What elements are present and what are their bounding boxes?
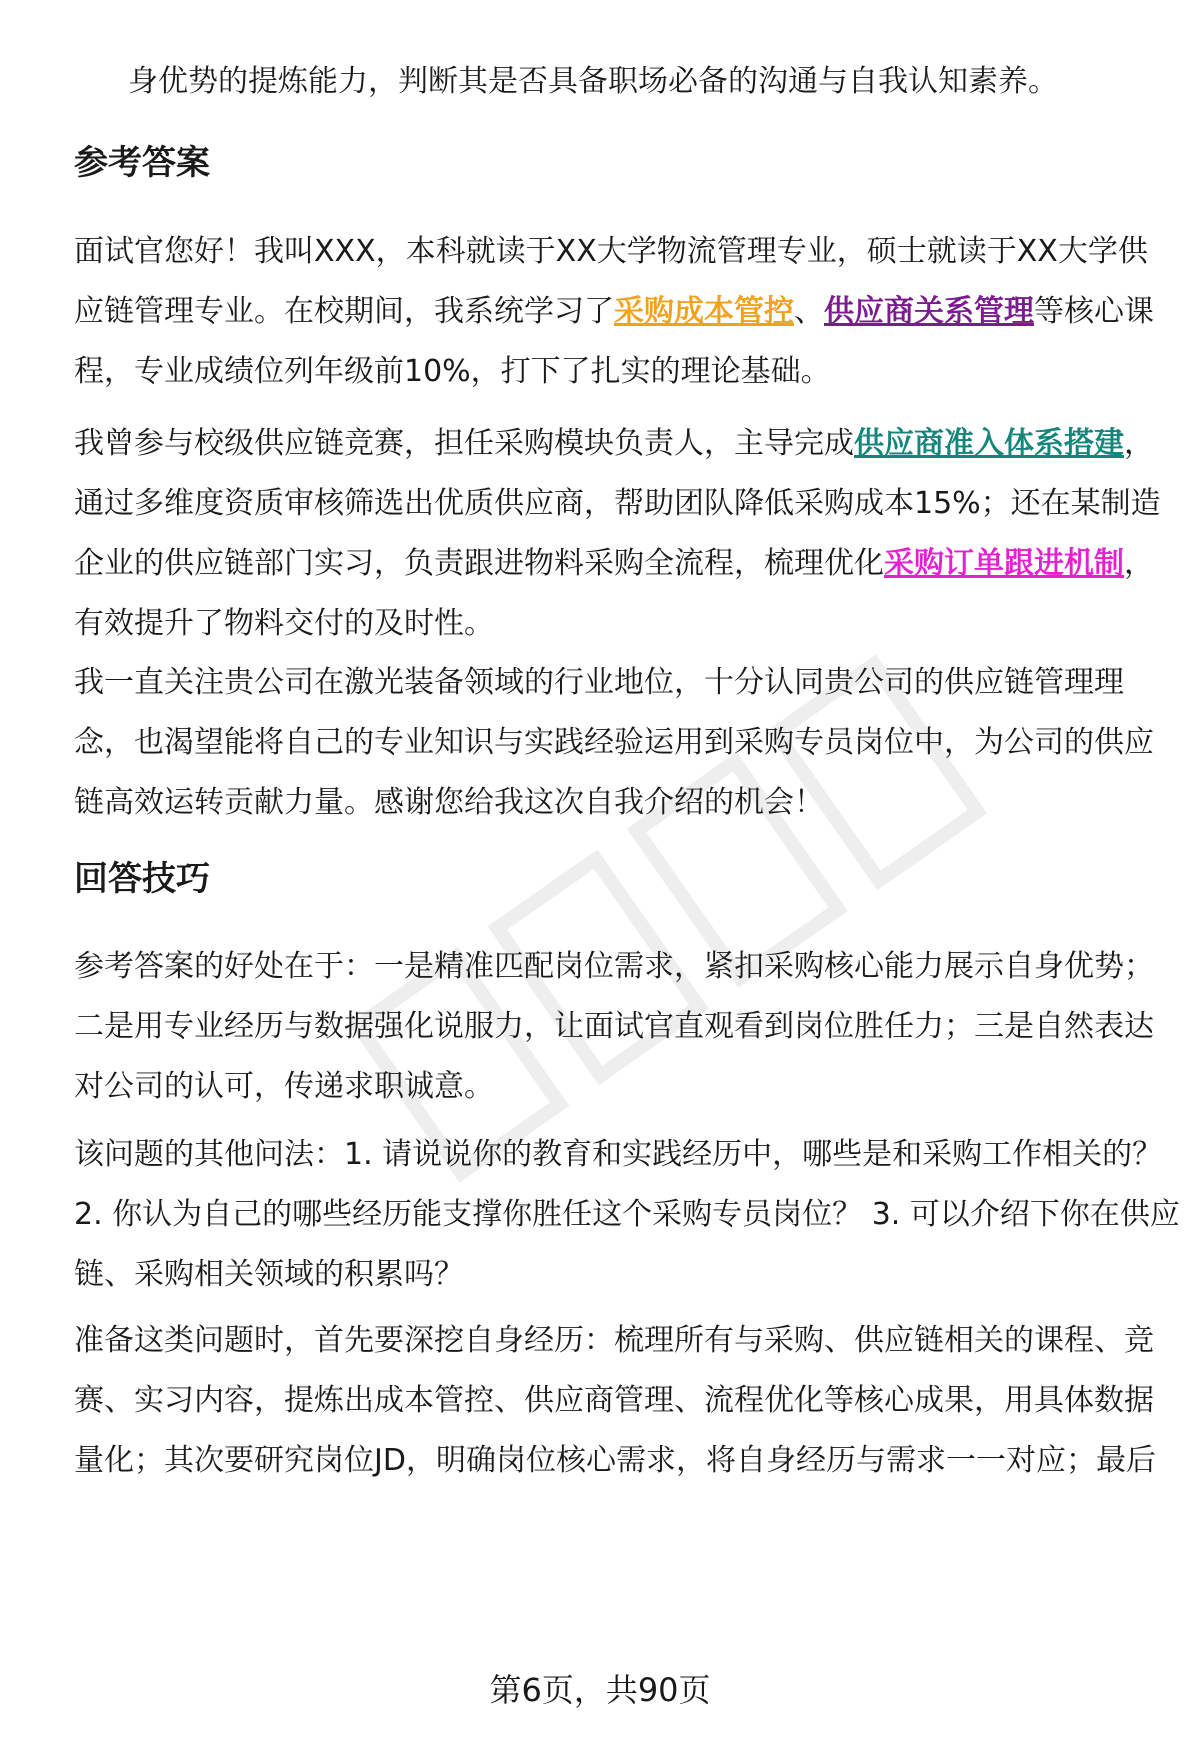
text-line: 量化；其次要研究岗位JD，明确岗位核心需求，将自身经历与需求一一对应；最后 — [74, 1443, 1156, 1478]
text-line — [74, 414, 1154, 474]
text-line: 该问题的其他问法：1. 请说说你的教育和实践经历中，哪些是和采购工作相关的？ — [74, 1137, 1163, 1172]
highlight-term: 供应商关系管理 — [824, 294, 1034, 329]
highlight-term: 采购成本管控 — [614, 294, 794, 329]
text-run: 应链管理专业。在校期间，我系统学习了 — [74, 294, 614, 329]
text-run: 企业的供应链部门实习，负责跟进物料采购全流程，梳理优化 — [74, 546, 884, 581]
text-line: 二是用专业经历与数据强化说服力，让面试官直观看到岗位胜任力；三是自然表达 — [74, 1009, 1154, 1044]
reference-answer-paragraph-1 — [74, 222, 1154, 402]
highlight-term: 供应商准入体系搭建 — [854, 426, 1124, 461]
text-line: 参考答案的好处在于：一是精准匹配岗位需求，紧扣采购核心能力展示自身优势； — [74, 949, 1154, 984]
intro-line: 身优势的提炼能力，判断其是否具备职场必备的沟通与自我认知素养。 — [128, 64, 1058, 99]
answer-tips-paragraph-3 — [74, 1311, 1154, 1491]
section-title-answer-tips: 回答技巧 — [74, 859, 210, 899]
text-line: 面试官您好！我叫XXX，本科就读于XX大学物流管理专业，硕士就读于XX大学供 — [74, 234, 1148, 269]
answer-tips-paragraph-2 — [74, 1125, 1180, 1305]
text-run: ， — [1124, 546, 1154, 581]
text-line: 准备这类问题时，首先要深挖自身经历：梳理所有与采购、供应链相关的课程、竞 — [74, 1323, 1154, 1358]
text-run: 我曾参与校级供应链竞赛，担任采购模块负责人，主导完成 — [74, 426, 854, 461]
text-line — [74, 282, 1154, 342]
page-number: 第6页，共90页 — [489, 1671, 711, 1709]
text-line: 念，也渴望能将自己的专业知识与实践经验运用到采购专员岗位中，为公司的供应 — [74, 725, 1154, 760]
section-title-reference-answer: 参考答案 — [74, 143, 210, 183]
text-line: 我一直关注贵公司在激光装备领域的行业地位，十分认同贵公司的供应链管理理 — [74, 665, 1124, 700]
text-line: 链、采购相关领域的积累吗？ — [74, 1257, 464, 1292]
text-line: 对公司的认可，传递求职诚意。 — [74, 1069, 494, 1104]
text-run: 、 — [794, 294, 824, 329]
reference-answer-paragraph-2 — [74, 414, 1161, 654]
text-run: 等核心课 — [1034, 294, 1154, 329]
text-line: 有效提升了物料交付的及时性。 — [74, 606, 494, 641]
text-line: 2. 你认为自己的哪些经历能支撑你胜任这个采购专员岗位？ 3. 可以介绍下你在供应 — [74, 1197, 1180, 1232]
text-line: 链高效运转贡献力量。感谢您给我这次自我介绍的机会！ — [74, 785, 824, 820]
text-line: 赛、实习内容，提炼出成本管控、供应商管理、流程优化等核心成果，用具体数据 — [74, 1383, 1154, 1418]
highlight-term: 采购订单跟进机制 — [884, 546, 1124, 581]
text-run: ， — [1124, 426, 1154, 461]
text-line: 程，专业成绩位列年级前10%，打下了扎实的理论基础。 — [74, 354, 831, 389]
text-line: 通过多维度资质审核筛选出优质供应商，帮助团队降低采购成本15%；还在某制造 — [74, 486, 1161, 521]
answer-tips-paragraph-1 — [74, 937, 1154, 1117]
text-line — [74, 534, 1154, 594]
reference-answer-paragraph-3 — [74, 653, 1154, 833]
